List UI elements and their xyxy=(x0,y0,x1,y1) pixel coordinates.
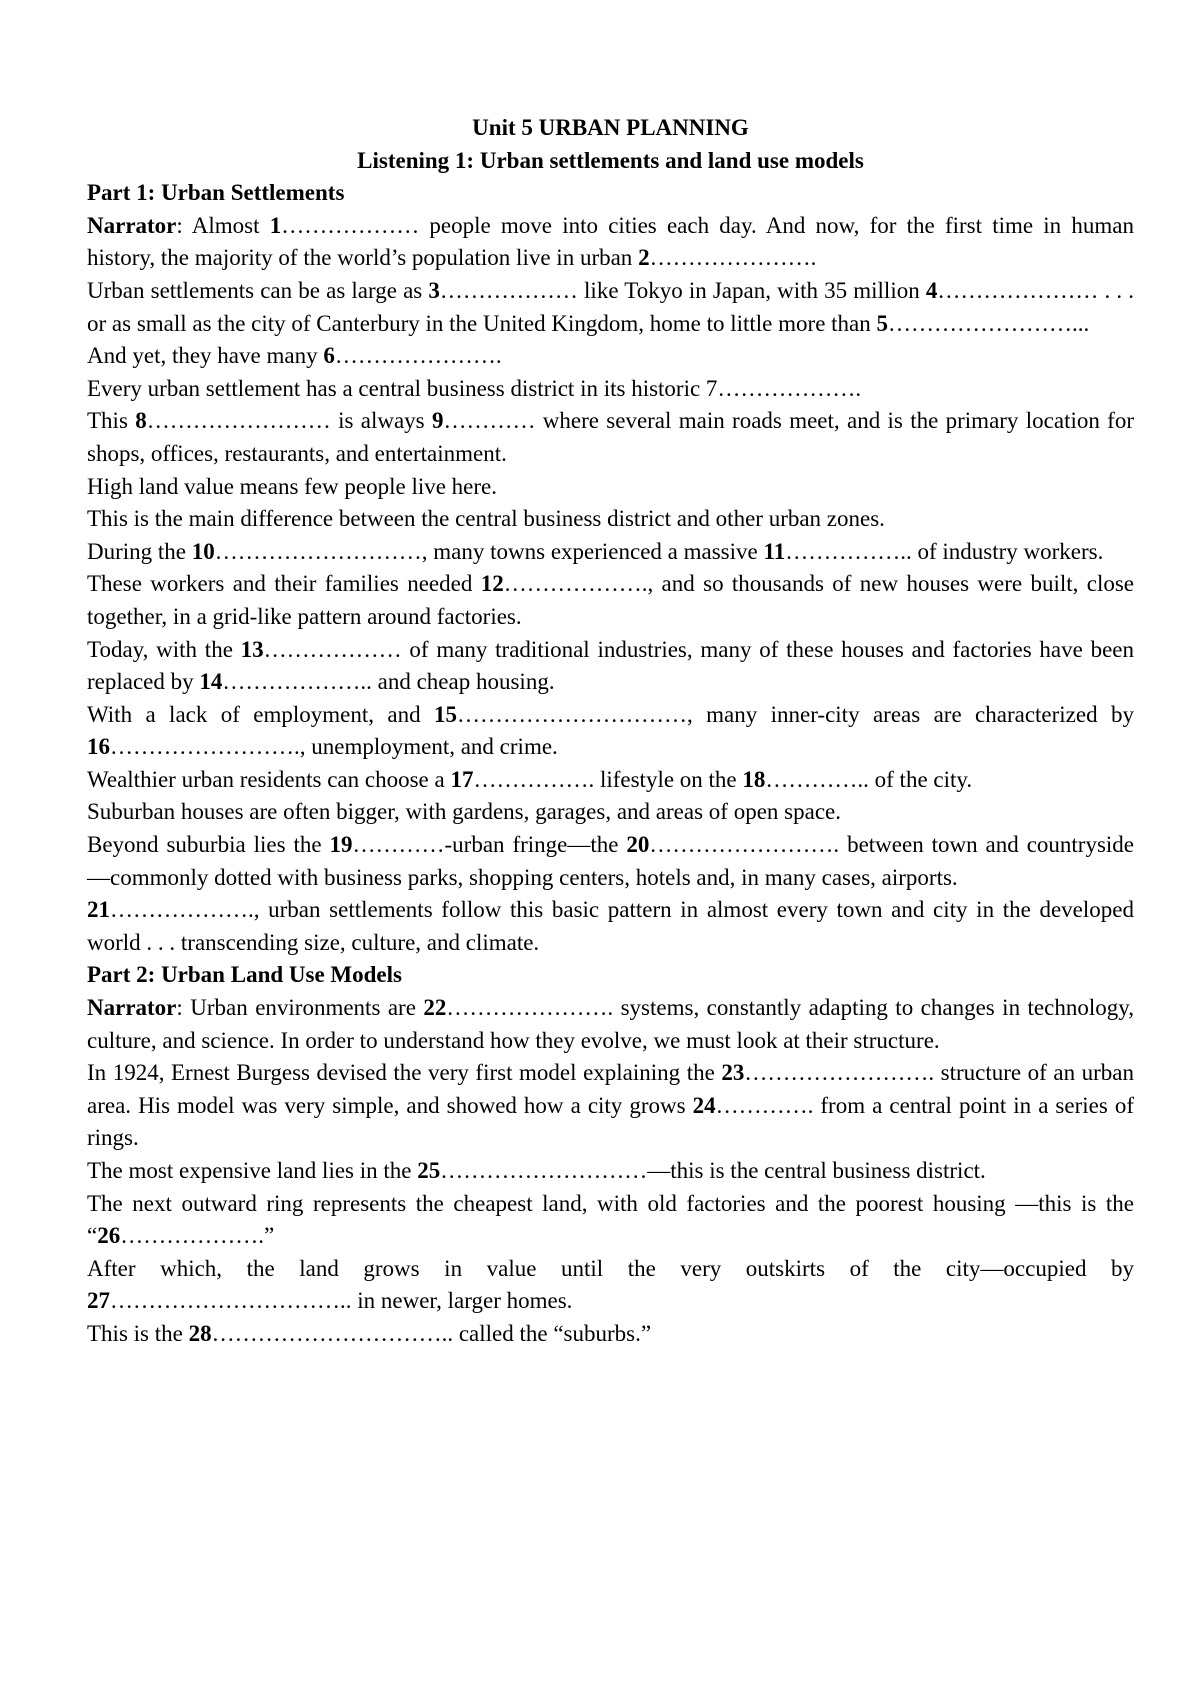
text-run: The next outward ring represents the cheapest land, with old factories and the poorest housing —this is the “ xyxy=(87,1190,1134,1249)
paragraph xyxy=(87,373,1134,406)
bold-text: Narrator xyxy=(87,212,177,238)
text-run: These workers and their families needed xyxy=(87,571,481,597)
bold-text: 11 xyxy=(763,538,786,564)
bold-text: 17 xyxy=(450,766,474,792)
paragraph xyxy=(87,568,1134,633)
bold-text: 20 xyxy=(626,832,650,858)
text-run: …………………. xyxy=(334,343,502,369)
text-run: …………….. of industry workers. xyxy=(785,538,1104,564)
text-run: ……………………., unemployment, and crime. xyxy=(110,734,558,760)
bold-text: 1 xyxy=(269,212,282,238)
text-run: And yet, they have many xyxy=(87,343,324,369)
text-run: ……………. lifestyle on the xyxy=(473,766,743,792)
text-run: …………………. xyxy=(649,245,817,271)
part2-heading: Part 2: Urban Land Use Models xyxy=(87,962,402,988)
text-run: Urban settlements can be as large as xyxy=(87,277,429,303)
bold-text: 21 xyxy=(87,897,110,923)
text-run: ………………… . . . or as small as the city of Canterbury in the United Kingdom, home to little more than xyxy=(87,277,1135,336)
text-run: In 1924, Ernest Burgess devised the very first model explaining the xyxy=(87,1060,722,1086)
text-run: This xyxy=(87,408,136,434)
paragraph xyxy=(87,1155,1134,1188)
paragraph xyxy=(87,1253,1134,1318)
bold-text: 2 xyxy=(638,245,650,271)
text-run: ………………., and so thousands of new houses were built, close together, in a grid-like pattern around factories. xyxy=(87,571,1134,629)
bold-text: 22 xyxy=(423,995,447,1021)
bold-text: 9 xyxy=(431,408,444,434)
bold-text: 8 xyxy=(135,408,147,434)
text-run: ……………………. between town and countryside—commonly dotted with business parks, shopping centers, hotels and, in many cases, airports. xyxy=(87,832,1134,890)
document-page xyxy=(87,112,1134,1351)
paragraph xyxy=(87,210,1134,275)
bold-text: 10 xyxy=(191,538,215,564)
text-run: High land value means few people live here. xyxy=(87,473,498,499)
paragraph xyxy=(87,471,1134,504)
text-run: …………………………, many inner-city areas are characterized by xyxy=(457,701,1134,727)
text-run: ……………….” xyxy=(120,1223,275,1249)
bold-text: 12 xyxy=(480,571,504,597)
bold-text: 15 xyxy=(434,701,457,727)
text-run: During the xyxy=(87,538,192,564)
bold-text: 25 xyxy=(417,1158,441,1183)
text-run: ……………………... xyxy=(888,310,1090,336)
text-run: After which, the land grows in value until the very outskirts of the city—occupied by xyxy=(87,1255,1134,1281)
bold-text: 18 xyxy=(742,766,766,792)
paragraph xyxy=(87,503,1134,536)
part2-body xyxy=(87,992,1134,1351)
text-run: ……………… people move into cities each day. And now, for the first time in human history, the majority of the world’s population live in urban xyxy=(87,212,1134,271)
bold-text: 23 xyxy=(721,1060,745,1086)
bold-text: 3 xyxy=(428,277,440,303)
paragraph xyxy=(87,536,1134,569)
text-run: ………………………—this is the central business district. xyxy=(440,1158,986,1183)
text-run: ………………………, many towns experienced a massive xyxy=(214,538,764,564)
text-run: ………… where several main roads meet, and is the primary location for shops, offices, restaurants, and entertainment. xyxy=(87,408,1134,466)
paragraph xyxy=(87,405,1134,470)
bold-text: 24 xyxy=(692,1092,716,1118)
paragraph xyxy=(87,340,1134,373)
document-subtitle: Listening 1: Urban settlements and land use models xyxy=(357,147,864,173)
text-run: This is the main difference between the central business district and other urban zones. xyxy=(87,506,885,532)
paragraph xyxy=(87,894,1134,959)
paragraph xyxy=(87,699,1134,764)
bold-text: 14 xyxy=(199,669,223,695)
paragraph xyxy=(87,764,1134,797)
text-run: …………………. systems, constantly adapting to changes in technology, culture, and science. In order to understand how they evolve, we must look at their structure. xyxy=(87,995,1134,1053)
text-run: …………-urban fringe—the xyxy=(352,832,627,858)
bold-text: Narrator xyxy=(87,995,177,1021)
bold-text: 26 xyxy=(97,1223,121,1249)
bold-text: 6 xyxy=(323,343,335,369)
text-run: …………………… is always xyxy=(146,408,432,434)
text-run: ………….. of the city. xyxy=(765,766,973,792)
text-run: Beyond suburbia lies the xyxy=(87,832,330,858)
paragraph xyxy=(87,992,1134,1057)
text-run: The most expensive land lies in the xyxy=(87,1158,418,1183)
text-run: …………. from a central point in a series of rings. xyxy=(87,1092,1134,1151)
paragraph xyxy=(87,634,1134,699)
bold-text: 4 xyxy=(925,277,938,303)
part1-heading: Part 1: Urban Settlements xyxy=(87,180,345,206)
bold-text: 16 xyxy=(87,734,110,760)
text-run: This is the xyxy=(87,1320,189,1346)
bold-text: 28 xyxy=(188,1320,212,1346)
bold-text: 13 xyxy=(240,636,264,662)
text-run: ……………… like Tokyo in Japan, with 35 million xyxy=(439,277,926,303)
text-run: : Almost xyxy=(176,212,270,238)
text-run: Every urban settlement has a central business district in its historic 7………………. xyxy=(87,375,862,401)
text-run: ……………….. and cheap housing. xyxy=(222,669,555,695)
paragraph xyxy=(87,796,1134,829)
bold-text: 19 xyxy=(329,832,353,858)
text-run: ………………………….. called the “suburbs.” xyxy=(211,1320,652,1346)
text-run: ……………… of many traditional industries, many of these houses and factories have been replaced by xyxy=(87,636,1134,695)
text-run: Today, with the xyxy=(87,636,241,662)
text-run: Suburban houses are often bigger, with gardens, garages, and areas of open space. xyxy=(87,799,841,825)
text-run: ……………………. structure of an urban area. His model was very simple, and showed how a city grows xyxy=(87,1060,1135,1118)
text-run: : Urban environments are xyxy=(176,995,424,1021)
paragraph xyxy=(87,1188,1134,1253)
part1-body xyxy=(87,210,1134,960)
text-run: ………………., urban settlements follow this basic pattern in almost every town and city in the developed world . . . transcending size, culture, and climate. xyxy=(87,897,1134,955)
paragraph xyxy=(87,1057,1134,1155)
paragraph xyxy=(87,1318,1134,1351)
paragraph xyxy=(87,829,1134,894)
bold-text: 27 xyxy=(87,1288,110,1314)
text-run: Wealthier urban residents can choose a xyxy=(87,766,451,792)
document-title: Unit 5 URBAN PLANNING xyxy=(472,115,749,140)
bold-text: 5 xyxy=(876,310,889,336)
paragraph xyxy=(87,275,1134,340)
text-run: ………………………….. in newer, larger homes. xyxy=(110,1288,573,1314)
text-run: With a lack of employment, and xyxy=(87,701,434,727)
